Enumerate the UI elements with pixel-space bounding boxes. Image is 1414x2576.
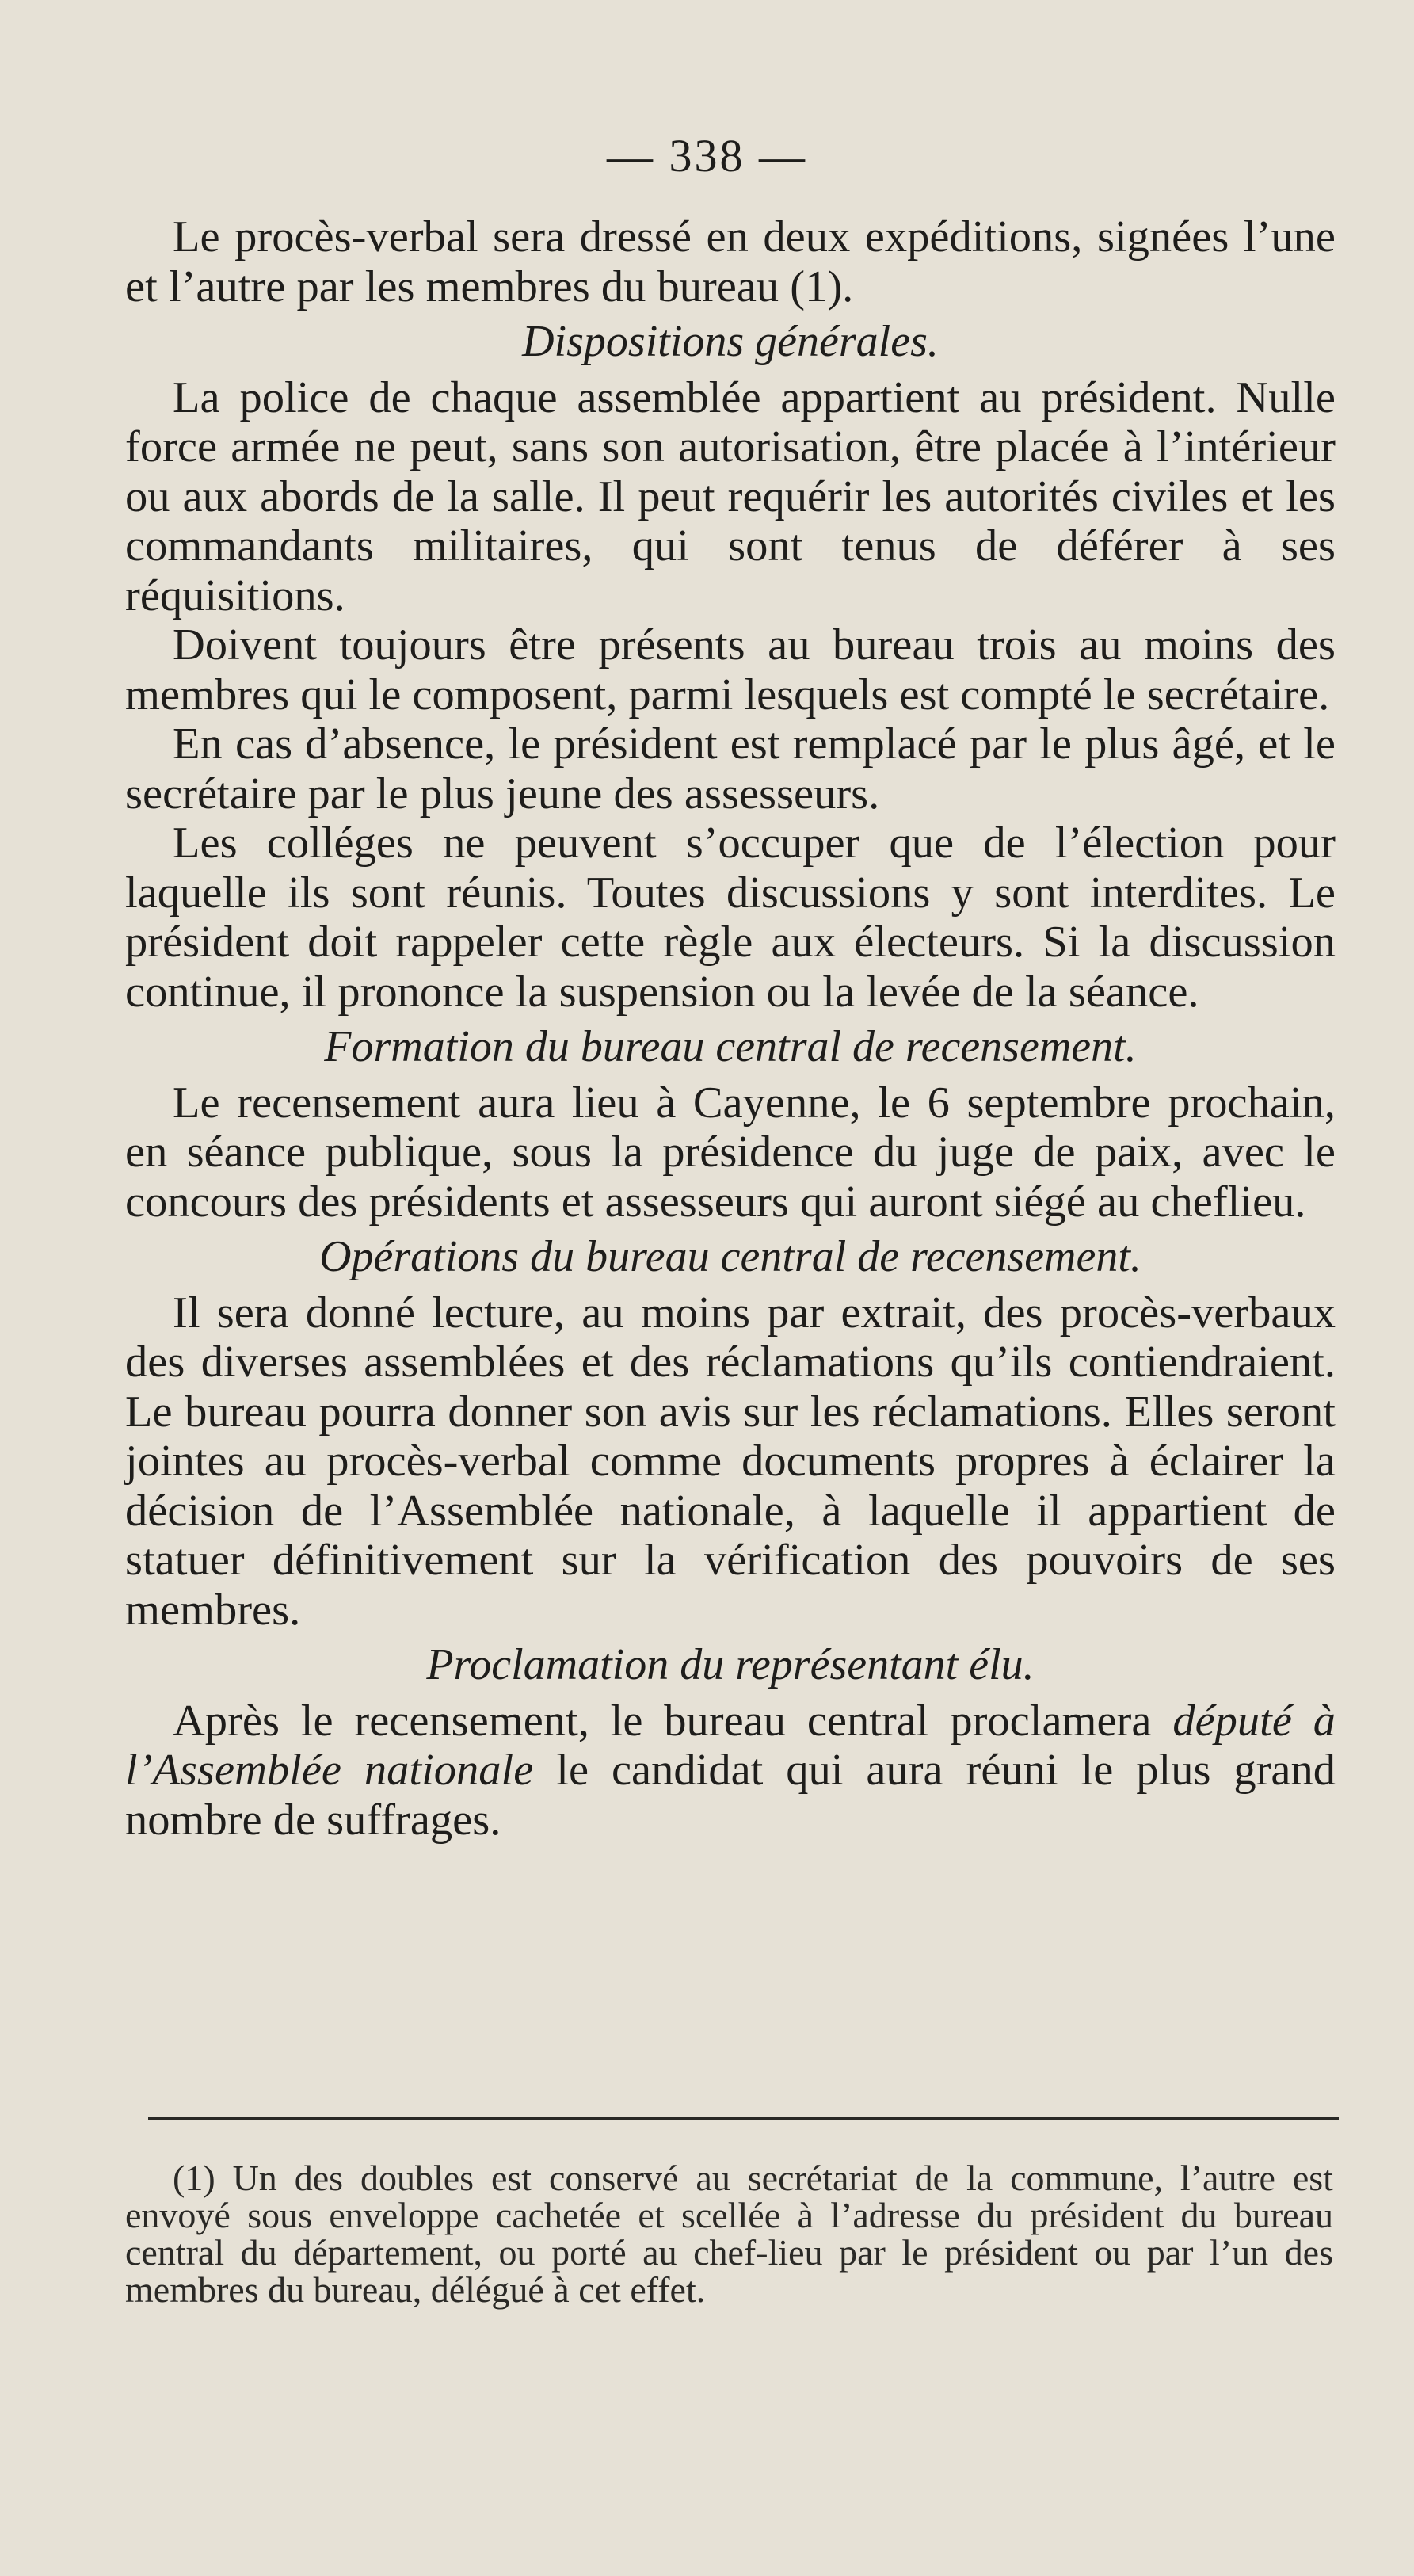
paragraph-absence: En cas d’absence, le président est remplacé par le plus âgé, et le secrétaire par le plus jeune des assesseurs. [125, 719, 1336, 819]
paragraph-lecture: Il sera donné lecture, au moins par extrait, des procès-verbaux des diverses assemblées et des réclamations qu’ils contiendraient. Le bureau pourra donner son avis sur les réclamations. Elles seront jointes au procès-verbal comme documents propres à éclairer la décision de l’Assemblée nationale, à laquelle il appartient de statuer définitivement sur la vérification des pouvoirs de ses membres. [125, 1288, 1336, 1635]
heading-proclamation: Proclamation du représentant élu. [426, 1640, 1035, 1689]
heading-dispositions-generales: Dispositions générales. [522, 317, 939, 366]
footnote [125, 2159, 1333, 2308]
paragraph-proces-verbal: Le procès-verbal sera dressé en deux expéditions, signées l’une et l’autre par les membres du bureau (1). [125, 212, 1336, 311]
paragraph-colleges: Les colléges ne peuvent s’occuper que de l’élection pour laquelle ils sont réunis. Toutes discussions y sont interdites. Le président doit rappeler cette règle aux électeurs. Si la discussion continue, il prononce la suspension ou la levée de la séance. [125, 819, 1336, 1017]
paragraph-proclamation [125, 1696, 1336, 1845]
heading-formation-bureau: Formation du bureau central de recensement. [324, 1022, 1137, 1071]
proclamation-text-start: Après le recensement, le bureau central proclamera [173, 1696, 1152, 1746]
footnote-text: (1) Un des doubles est conservé au secrétariat de la commune, l’autre est envoyé sous enveloppe cachetée et scellée à l’adresse du président du bureau central du département, ou porté au chef-lieu par le président ou par l’un des membres du bureau, délégué à cet effet. [125, 2158, 1333, 2310]
footnote-divider [148, 2117, 1339, 2120]
paragraph-police: La police de chaque assemblée appartient au président. Nulle force armée ne peut, sans son autorisation, être placée à l’intérieur ou aux abords de la salle. Il peut requérir les autorités civiles et les commandants militaires, qui sont tenus de déférer à ses réquisitions. [125, 372, 1336, 620]
proclamation-italic-text: député à l’Assemblée nationale [125, 1696, 1336, 1795]
heading-operations-bureau: Opérations du bureau central de recensement. [319, 1232, 1141, 1281]
proclamation-text-end: le candidat qui aura réuni le plus grand nombre de suffrages. [125, 1746, 1336, 1845]
paragraph-recensement: Le recensement aura lieu à Cayenne, le 6 septembre prochain, en séance publique, sous la présidence du juge de paix, avec le concours des présidents et assesseurs qui auront siégé au cheflieu. [125, 1078, 1336, 1227]
page-number: — 338 — [607, 130, 807, 181]
body-text [125, 212, 1336, 1845]
paragraph-presence-bureau: Doivent toujours être présents au bureau trois au moins des membres qui le composent, parmi lesquels est compté le secrétaire. [125, 620, 1336, 719]
